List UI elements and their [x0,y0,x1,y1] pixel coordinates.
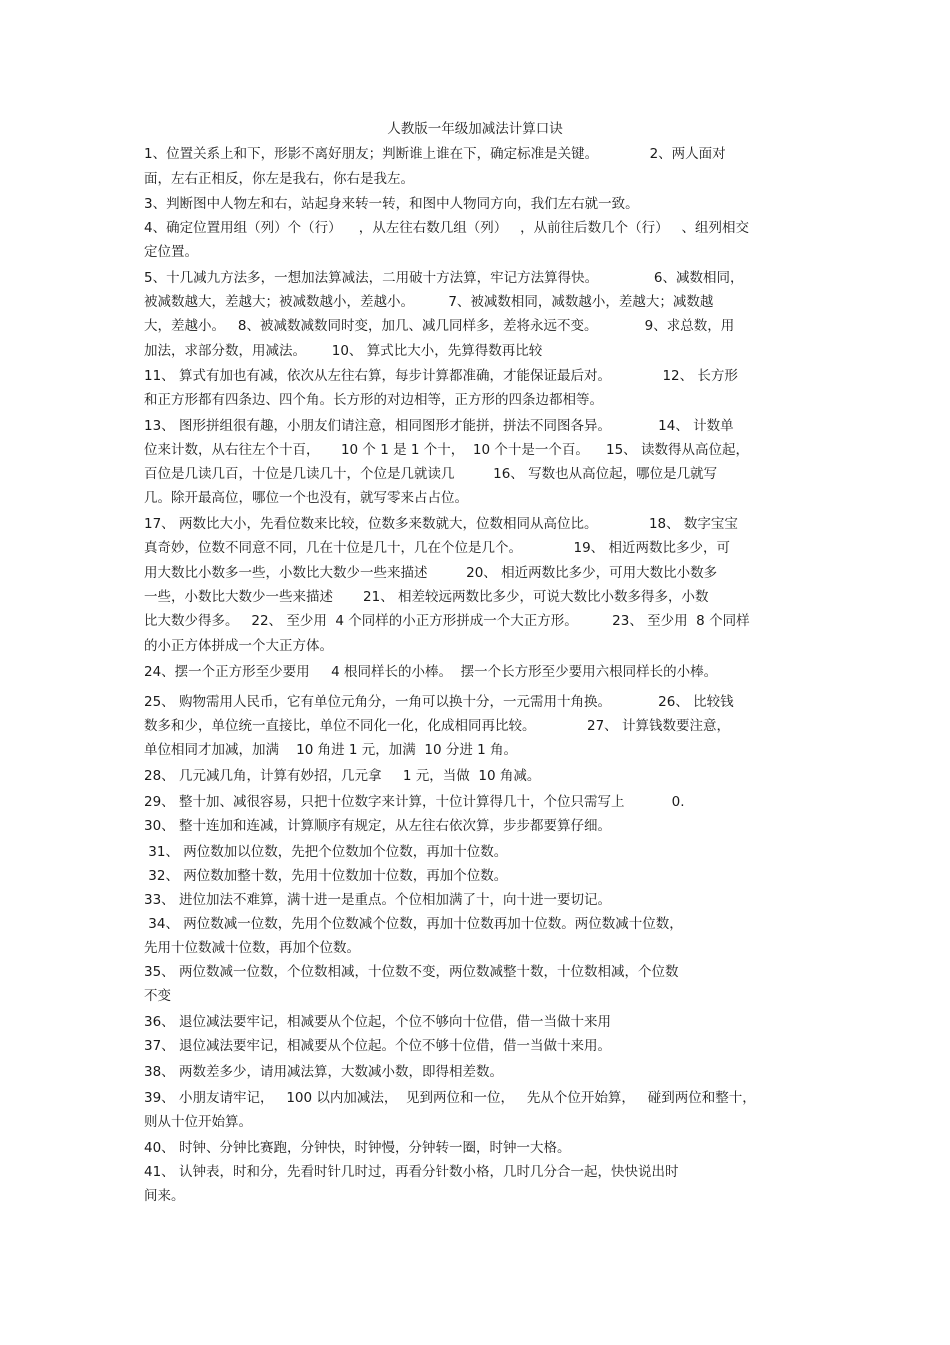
text-line: 真奇妙，位数不同意不同，几在十位是几十，几在个位是几个。 19、 相近两数比多少，可 [144,540,730,556]
text-line: 29、 整十加、减很容易，只把十位数字来计算，十位计算得几十，个位只需写上 0. [144,794,685,810]
text-line: 数多和少，单位统一直接比，单位不同化一化，化成相同再比较。 27、 计算钱数要注意， [144,718,730,734]
text-line: 25、 购物需用人民币，它有单位元角分，一角可以换十分，一元需用十角换。 26、 比较钱 [144,694,734,710]
text-line: 3、判断图中人物左和右，站起身来转一转，和图中人物同方向，我们左右就一致。 [144,196,639,212]
text-line: 34、 两位数减一位数，先用个位数减个位数，再加十位数再加十位数。两位数减十位数， [144,916,683,932]
text-line: 不变 [144,988,171,1004]
text-line: 17、 两数比大小，先看位数来比较，位数多来数就大，位数相同从高位比。 18、 数字宝宝 [144,516,738,532]
text-line: 比大数少得多。 22、 至少用 4 个同样的小正方形拼成一个大正方形。 23、 至少用 8 个同样 [144,613,750,629]
text-line: 先用十位数减十位数，再加个位数。 [144,940,360,956]
text-line: 13、 图形拼组很有趣，小朋友们请注意，相同图形才能拼，拼法不同图各异。 14、 计数单 [144,418,734,434]
text-line: 39、 小朋友请牢记， 100 以内加减法， 见到两位和一位， 先从个位开始算， 碰到两位和整十， [144,1090,756,1106]
text-line: 36、 退位减法要牢记，相减要从个位起，个位不够向十位借，借一当做十来用 [144,1014,611,1030]
text-line: 几。除开最高位，哪位一个也没有，就写零来占占位。 [144,490,468,506]
text-line: 37、 退位减法要牢记，相减要从个位起。个位不够十位借，借一当做十来用。 [144,1038,611,1054]
text-line: 30、 整十连加和连减，计算顺序有规定，从左往右依次算，步步都要算仔细。 [144,818,611,834]
text-line: 11、 算式有加也有减，依次从左往右算，每步计算都准确，才能保证最后对。 12、 长方形 [144,368,738,384]
text-line: 位来计数，从右往左个十百， 10 个 1 是 1 个十， 10 个十是一个百。 15、 读数得从高位起， [144,442,749,458]
text-line: 被减数越大，差越大；被减数越小，差越小。 7、被减数相同，减数越小，差越大；减数越 [144,294,714,310]
text-line: 加法，求部分数，用减法。 10、 算式比大小，先算得数再比较 [144,343,543,359]
text-line: 5、十几减九方法多，一想加法算减法，二用破十方法算，牢记方法算得快。 6、减数相同， [144,270,744,286]
text-line: 1、位置关系上和下，形影不离好朋友；判断谁上谁在下，确定标准是关键。 2、两人面对 [144,146,726,162]
text-line: 24、摆一个正方形至少要用 4 根同样长的小棒。 摆一个长方形至少要用六根同样长的小棒。 [144,664,718,680]
text-line: 31、 两位数加以位数，先把个位数加个位数，再加十位数。 [144,844,508,860]
text-line: 35、 两位数减一位数，个位数相减，十位数不变，两位数减整十数，十位数相减，个位数 [144,964,679,980]
document-title: 人教版一年级加减法计算口诀 [387,121,563,137]
text-line: 间来。 [144,1188,185,1204]
text-line: 32、 两位数加整十数，先用十位数加十位数，再加个位数。 [144,868,508,884]
text-line: 大，差越小。 8、被减数减数同时变，加几、减几同样多，差将永远不变。 9、求总数，用 [144,318,735,334]
text-line: 定位置。 [144,244,198,260]
text-line: 百位是几读几百，十位是几读几十，个位是几就读几 16、 写数也从高位起，哪位是几就写 [144,466,718,482]
text-line: 4、确定位置用组（列）个（行） ，从左往右数几组（列） ，从前往后数几个（行） 、组列相交 [144,220,750,236]
text-line: 单位相同才加减，加满 10 角进 1 元，加满 10 分进 1 角。 [144,742,518,758]
text-line: 用大数比小数多一些，小数比大数少一些来描述 20、 相近两数比多少，可用大数比小数多 [144,565,718,581]
text-line: 的小正方体拼成一个大正方体。 [144,638,333,654]
text-line: 40、 时钟、分钟比赛跑，分钟快，时钟慢，分钟转一圈，时钟一大格。 [144,1140,571,1156]
text-line: 38、 两数差多少，请用减法算，大数减小数，即得相差数。 [144,1064,503,1080]
text-line: 则从十位开始算。 [144,1114,252,1130]
text-line: 和正方形都有四条边、四个角。长方形的对边相等，正方形的四条边都相等。 [144,392,603,408]
text-line: 33、 进位加法不难算，满十进一是重点。个位相加满了十，向十进一要切记。 [144,892,611,908]
text-line: 一些，小数比大数少一些来描述 21、 相差较远两数比多少，可说大数比小数多得多，小数 [144,589,709,605]
text-line: 41、 认钟表，时和分，先看时针几时过，再看分针数小格，几时几分合一起，快快说出时 [144,1164,679,1180]
text-line: 28、 几元减几角，计算有妙招，几元拿 1 元，当做 10 角减。 [144,768,541,784]
text-line: 面，左右正相反，你左是我右，你右是我左。 [144,171,414,187]
